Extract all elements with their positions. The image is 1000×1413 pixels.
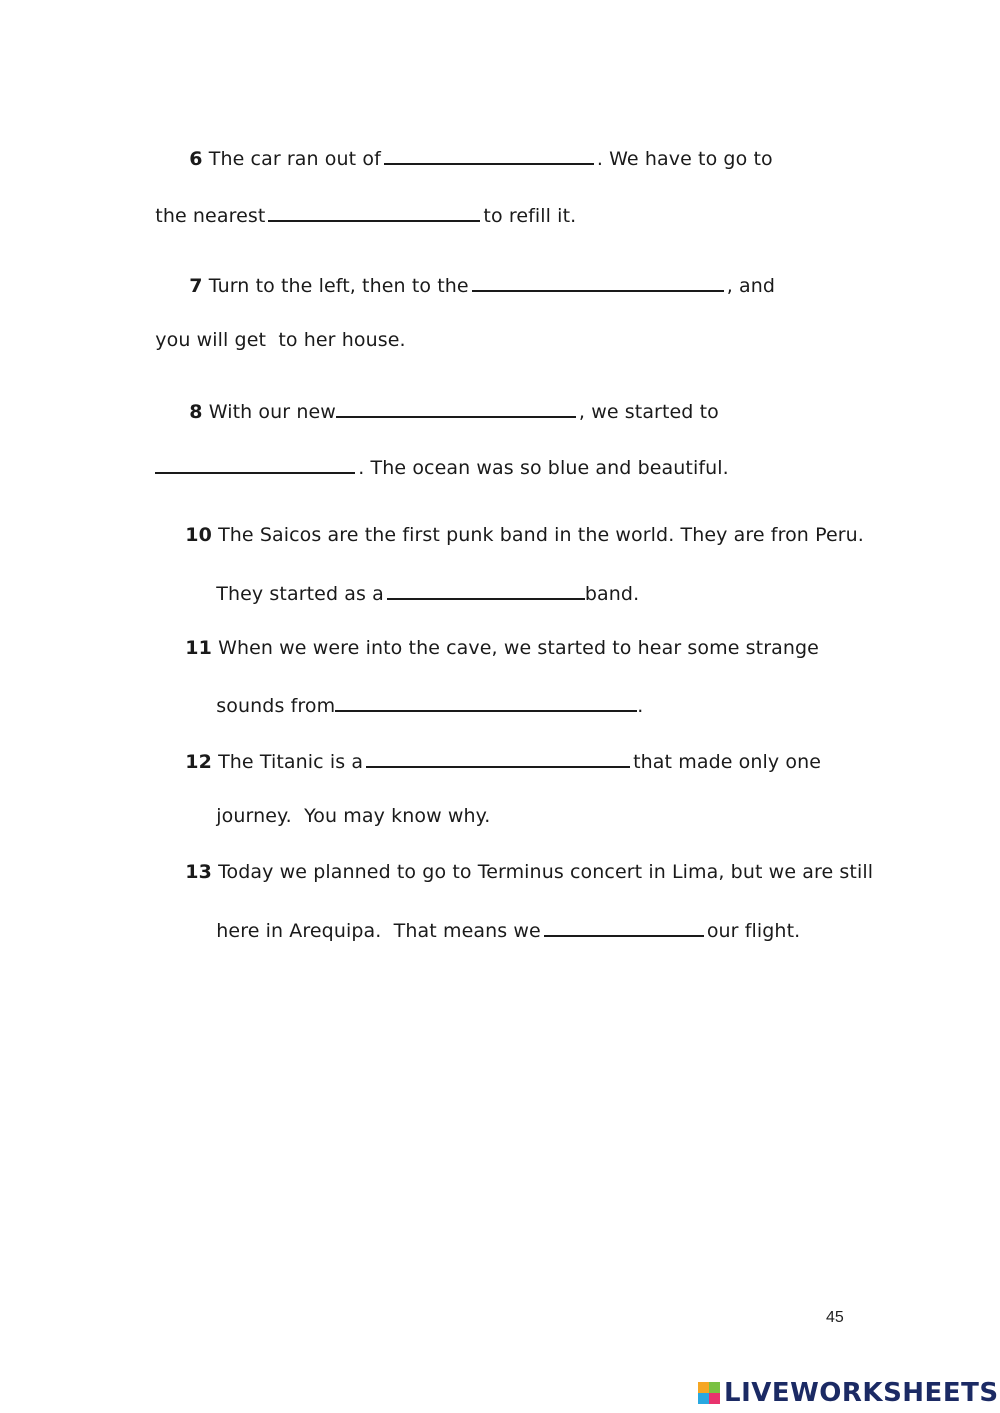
q13-line-2: [204, 893, 800, 943]
q10-text-c: band.: [584, 583, 640, 605]
q11-number: 11: [185, 637, 212, 659]
q13-text-c: our flight.: [706, 920, 801, 942]
q6-number: 6: [189, 148, 203, 170]
q6-line-2: [143, 178, 576, 228]
q6-blank-1[interactable]: [384, 145, 594, 165]
q7-line-1: [177, 248, 775, 298]
q8-blank-2[interactable]: [155, 454, 355, 474]
q11-blank-1[interactable]: [335, 692, 637, 712]
brand-mark-square-4: [709, 1393, 720, 1404]
q7-blank-1[interactable]: [472, 272, 724, 292]
q10-blank-1[interactable]: [387, 580, 585, 600]
q10-line-2: [204, 556, 639, 606]
q10-text-a: The Saicos are the first punk band in the world. They are fron Peru.: [218, 524, 864, 546]
q7-text-b: , and: [726, 275, 776, 297]
q7-number: 7: [189, 275, 203, 297]
q13-line-1: [173, 836, 873, 884]
q8-text-c: . The ocean was so blue and beautiful.: [358, 457, 729, 479]
q11-line-1: [173, 612, 819, 660]
q7-text-a: Turn to the left, then to the: [208, 275, 469, 297]
q10-text-b: They started as a: [216, 583, 384, 605]
brand-logo[interactable]: [698, 1378, 999, 1408]
q8-number: 8: [189, 401, 203, 423]
q6-text-a: The car ran out of: [208, 148, 381, 170]
q8-line-1: [177, 374, 719, 424]
brand-mark-square-2: [709, 1382, 720, 1393]
q13-blank-1[interactable]: [544, 917, 704, 937]
q11-text-c: .: [637, 695, 644, 717]
q8-text-b: , we started to: [578, 401, 719, 423]
q6-text-d: to refill it.: [483, 205, 577, 227]
q7-line-2: [143, 304, 406, 352]
q6-blank-2[interactable]: [268, 202, 480, 222]
q8-line-2: [143, 430, 729, 480]
q6-text-c: the nearest: [155, 205, 266, 227]
q11-line-2: [204, 668, 643, 718]
q6-line-1: [177, 121, 773, 171]
brand-mark-square-3: [698, 1393, 709, 1404]
q12-text-a: The Titanic is a: [218, 751, 364, 773]
q8-blank-1[interactable]: [336, 398, 576, 418]
q13-number: 13: [185, 861, 212, 883]
brand-mark-icon: [698, 1382, 720, 1404]
q12-blank-1[interactable]: [366, 748, 630, 768]
q12-line-1: [173, 724, 821, 774]
q12-line-2: [204, 780, 490, 828]
q13-text-b: here in Arequipa. That means we: [216, 920, 541, 942]
q6-text-b: . We have to go to: [596, 148, 773, 170]
q10-number: 10: [185, 524, 212, 546]
q7-text-c: you will get to her house.: [155, 329, 406, 351]
q13-text-a: Today we planned to go to Terminus concert in Lima, but we are still: [218, 861, 874, 883]
q8-text-a: With our new: [208, 401, 336, 423]
q11-text-a: When we were into the cave, we started to hear some strange: [218, 637, 819, 659]
q11-text-b: sounds from: [216, 695, 336, 717]
q12-text-b: that made only one: [633, 751, 822, 773]
q12-text-c: journey. You may know why.: [216, 805, 491, 827]
q12-number: 12: [185, 751, 212, 773]
q10-line-1: [173, 499, 864, 547]
brand-mark-square-1: [698, 1382, 709, 1393]
page-number: 45: [826, 1309, 844, 1326]
brand-name: LIVEWORKSHEETS: [724, 1378, 999, 1408]
